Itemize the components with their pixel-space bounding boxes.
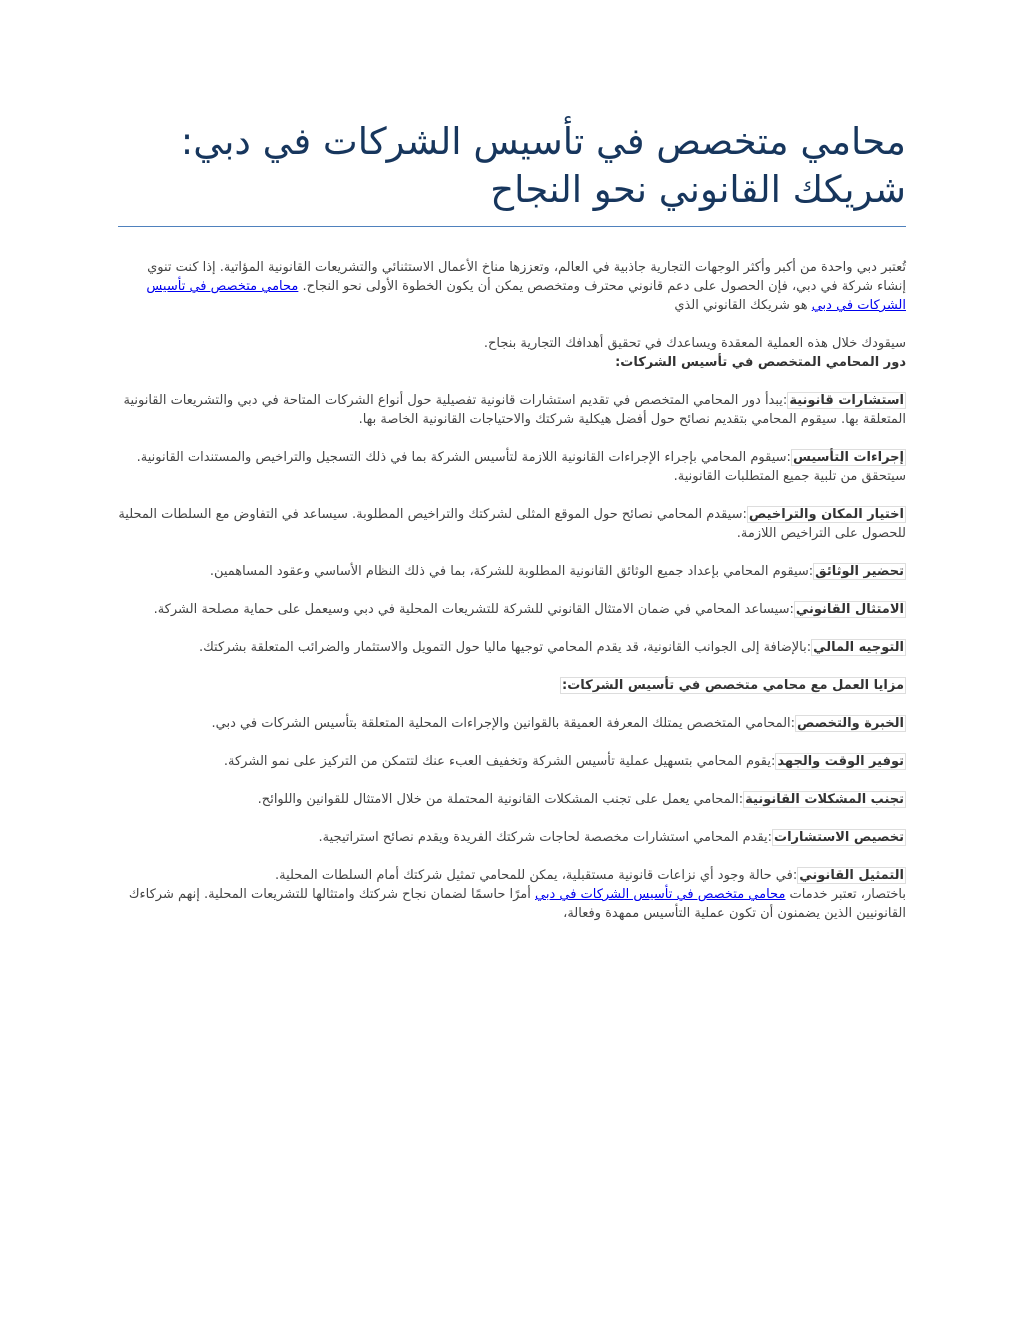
role-text: :سيقوم المحامي بإعداد جميع الوثائق القانونية المطلوبة للشركة، بما في ذلك النظام الأساسي وعقود المساهمين. <box>209 564 814 579</box>
benefit-text: :المحامي يعمل على تجنب المشكلات القانونية المحتملة من خلال الامتثال للقوانين واللوائح. <box>257 792 744 807</box>
role-item <box>118 562 906 581</box>
benefit-item <box>118 790 906 809</box>
benefits-heading <box>118 676 906 695</box>
role-label: اختيار المكان والتراخيص <box>748 507 904 522</box>
benefits-heading-text: مزايا العمل مع محامي متخصص في تأسيس الشركات: <box>562 678 904 693</box>
benefit-label: تخصيص الاستشارات <box>774 830 904 845</box>
spacer <box>118 315 906 334</box>
role-item <box>118 448 906 486</box>
roles-heading-text: دور المحامي المتخصص في تأسيس الشركات: <box>615 355 906 370</box>
role-item <box>118 391 906 429</box>
benefit-item <box>118 752 906 771</box>
guide-line: سيقودك خلال هذه العملية المعقدة ويساعدك في تحقيق أهدافك التجارية بنجاح. <box>483 336 906 351</box>
conclusion-text-end: أمرًا حاسمًا لضمان نجاح شركتك وامتثالها للتشريعات المحلية. إنهم شركاءك القانونيين الذين يضمنون أن تكون عملية التأسيس ممهدة وفعالة، <box>128 887 906 921</box>
article-body <box>118 258 906 923</box>
intro-lawyer-link[interactable]: محامي متخصص في تأسيس الشركات في دبي <box>146 279 906 313</box>
benefit-text: :يقوم المحامي بتسهيل عملية تأسيس الشركة وتخفيف العبء عنك لتتمكن من التركيز على نمو الشركة. <box>223 754 776 769</box>
benefit-item <box>118 866 906 885</box>
role-text: :سيقوم المحامي بإجراء الإجراءات القانونية اللازمة لتأسيس الشركة بما في ذلك التسجيل والتراخيص والمستندات القانونية. سيتحقق من تلبية جميع المتطلبات القانونية. <box>136 450 906 484</box>
role-text: :بالإضافة إلى الجوانب القانونية، قد يقدم المحامي توجيها ماليا حول التمويل والاستثمار والضرائب المتعلقة بشركتك. <box>198 640 812 655</box>
benefit-label: الخبرة والتخصص <box>797 716 904 731</box>
role-label: إجراءات التأسيس <box>792 450 904 465</box>
role-label: تحضير الوثائق <box>815 564 904 579</box>
role-text: :يبدأ دور المحامي المتخصص في تقديم استشارات قانونية تفصيلية حول أنواع الشركات المتاحة في دبي والتشريعات القانونية المتعلقة بها. سيقوم المحامي بتقديم نصائح حول أفضل هيكلية شركتك والاحتياجات القانونية الخاصة بها. <box>123 393 906 427</box>
role-item <box>118 600 906 619</box>
document-page <box>118 118 906 923</box>
role-text: :سيقدم المحامي نصائح حول الموقع المثلى لشركتك والتراخيص المطلوبة. سيساعد في التفاوض مع السلطات المحلية للحصول على التراخيص اللازمة. <box>118 507 906 541</box>
role-text: :سيساعد المحامي في ضمان الامتثال القانوني للشركة للتشريعات المحلية في دبي وسيعمل على حماية مصلحة الشركة. <box>153 602 794 617</box>
page-title: محامي متخصص في تأسيس الشركات في دبي: شريكك القانوني نحو النجاح <box>118 118 906 227</box>
role-label: الامتثال القانوني <box>795 602 904 617</box>
benefit-text: :المحامي المتخصص يمتلك المعرفة العميقة بالقوانين والإجراءات المحلية المتعلقة بتأسيس الشركات في دبي. <box>211 716 796 731</box>
benefit-text: :يقدم المحامي استشارات مخصصة لحاجات شركتك الفريدة ويقدم نصائح استراتيجية. <box>318 830 773 845</box>
intro-text-start: تُعتبر دبي واحدة من أكبر وأكثر الوجهات التجارية جاذبية في العالم، وتعززها مناخ الأعمال الاستثنائي والتشريعات القانونية المؤاتية. إذا كنت تنوي إنشاء شركة في دبي، فإن الحصول على دعم قانوني محترف ومتخصص يمكن أن يكون الخطوة الأولى نحو النجاح. <box>147 260 906 294</box>
conclusion-paragraph <box>118 885 906 923</box>
role-label: التوجيه المالي <box>813 640 904 655</box>
conclusion-lawyer-link[interactable]: محامي متخصص في تأسيس الشركات في دبي <box>534 887 786 902</box>
benefit-item <box>118 714 906 733</box>
role-item <box>118 638 906 657</box>
benefit-label: تجنب المشكلات القانونية <box>745 792 904 807</box>
benefit-label: توفير الوقت والجهد <box>777 754 904 769</box>
benefit-item <box>118 828 906 847</box>
role-item <box>118 505 906 543</box>
benefit-text: :في حالة وجود أي نزاعات قانونية مستقبلية، يمكن للمحامي تمثيل شركتك أمام السلطات المحلية. <box>274 868 798 883</box>
conclusion-text-start: باختصار، تعتبر خدمات <box>785 887 906 902</box>
intro-paragraph <box>118 258 906 315</box>
role-label: استشارات قانونية <box>789 393 904 408</box>
intro-text-end: هو شريكك القانوني الذي <box>674 298 812 313</box>
roles-heading <box>118 353 906 372</box>
benefit-label: التمثيل القانوني <box>799 868 904 883</box>
